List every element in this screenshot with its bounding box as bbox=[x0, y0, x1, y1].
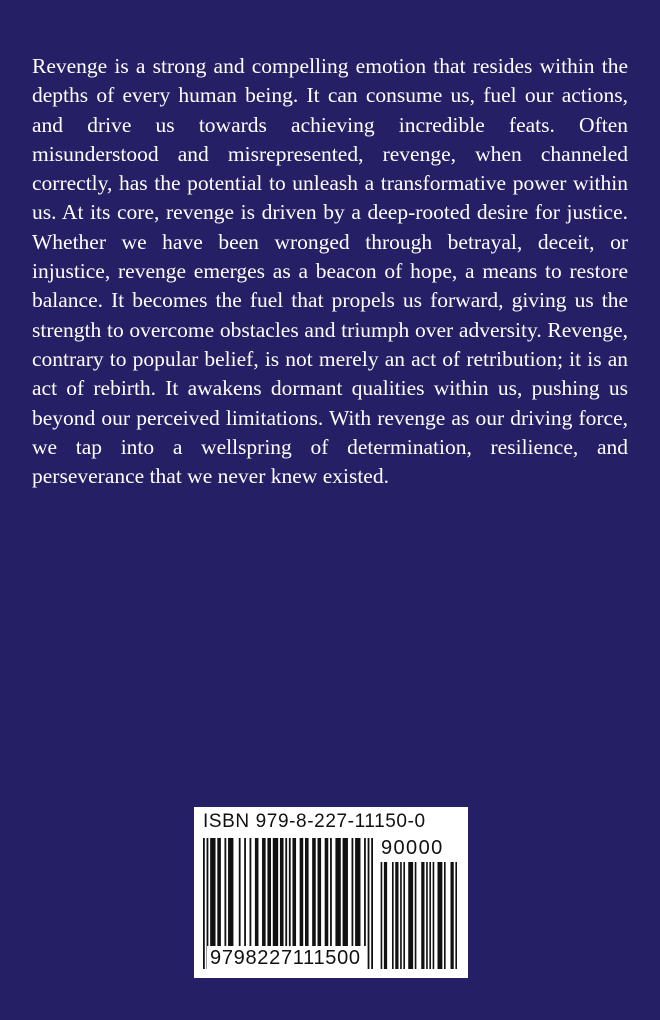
barcode-bar bbox=[364, 838, 366, 946]
barcode-bar bbox=[239, 838, 241, 946]
barcode-bar bbox=[330, 838, 332, 946]
barcode-bar bbox=[335, 838, 340, 946]
barcode-bar bbox=[368, 838, 370, 969]
addon-barcode-bar bbox=[433, 862, 435, 969]
barcode-bar bbox=[255, 838, 259, 946]
addon-barcode-bar bbox=[395, 862, 398, 969]
barcode-bar bbox=[244, 838, 246, 946]
back-cover-blurb: Revenge is a strong and compelling emotion that resides within the depths of every human being. It can consume us, fuel our actions, and drive us towards achieving incredible feats. Often misunderstood and misrepresented, revenge, when channeled correctly, has the potential to unleash a transformative power within us. At its core, revenge is driven by a deep-rooted desire for justice. Whether we have been wronged through betrayal, deceit, or injustice, revenge emerges as a beacon of hope, a means to restore balance. It becomes the fuel that propels us forward, giving us the strength to overcome obstacles and triumph over adversity. Revenge, contrary to popular belief, is not merely an act of retribution; it is an act of rebirth. It awakens dormant qualities within us, pushing us beyond our perceived limitations. With revenge as our driving force, we tap into a wellspring of determination, resilience, and perseverance that we never knew existed. bbox=[32, 54, 628, 489]
barcode-bar bbox=[228, 838, 233, 946]
barcode-bar bbox=[224, 838, 226, 946]
barcode-bar bbox=[325, 838, 329, 946]
addon-barcode-bar bbox=[429, 862, 431, 969]
addon-barcode-bar bbox=[384, 862, 387, 969]
barcode-bar bbox=[352, 838, 354, 946]
addon-barcode-bar bbox=[408, 862, 413, 969]
barcode-bar bbox=[371, 838, 373, 969]
price-code: 90000 bbox=[381, 837, 444, 859]
barcode-bar bbox=[267, 838, 271, 946]
barcode-bar bbox=[292, 838, 296, 946]
barcode-bar bbox=[312, 838, 316, 946]
isbn-label: ISBN 979-8-227-11150-0 bbox=[203, 811, 426, 832]
barcode-bar bbox=[280, 838, 284, 946]
barcode-bar bbox=[343, 838, 348, 946]
addon-barcode-bar bbox=[381, 862, 383, 969]
addon-barcode-bar bbox=[400, 862, 402, 969]
price-addon-barcode bbox=[379, 862, 457, 969]
addon-barcode-bar bbox=[438, 862, 443, 969]
barcode-bar bbox=[305, 838, 309, 946]
barcode-bar bbox=[300, 838, 304, 946]
barcode-bar bbox=[355, 838, 360, 946]
addon-barcode-bar bbox=[392, 862, 394, 969]
barcode-bar bbox=[273, 838, 278, 946]
barcode-bar bbox=[210, 838, 215, 946]
barcode-bar bbox=[250, 838, 252, 946]
barcode-bar bbox=[203, 838, 205, 969]
barcode-bar bbox=[262, 838, 266, 946]
isbn-barcode-box bbox=[194, 807, 468, 978]
addon-barcode-bar bbox=[415, 862, 417, 969]
addon-barcode-bar bbox=[455, 862, 457, 969]
addon-barcode-bar bbox=[403, 862, 405, 969]
addon-barcode-bar bbox=[421, 862, 424, 969]
addon-barcode-bar bbox=[426, 862, 428, 969]
addon-barcode-bar bbox=[444, 862, 446, 969]
addon-barcode-bar bbox=[451, 862, 454, 969]
barcode-bar bbox=[318, 838, 322, 946]
barcode-bar bbox=[217, 838, 221, 946]
ean-digits: 9798227111500 bbox=[207, 946, 364, 970]
